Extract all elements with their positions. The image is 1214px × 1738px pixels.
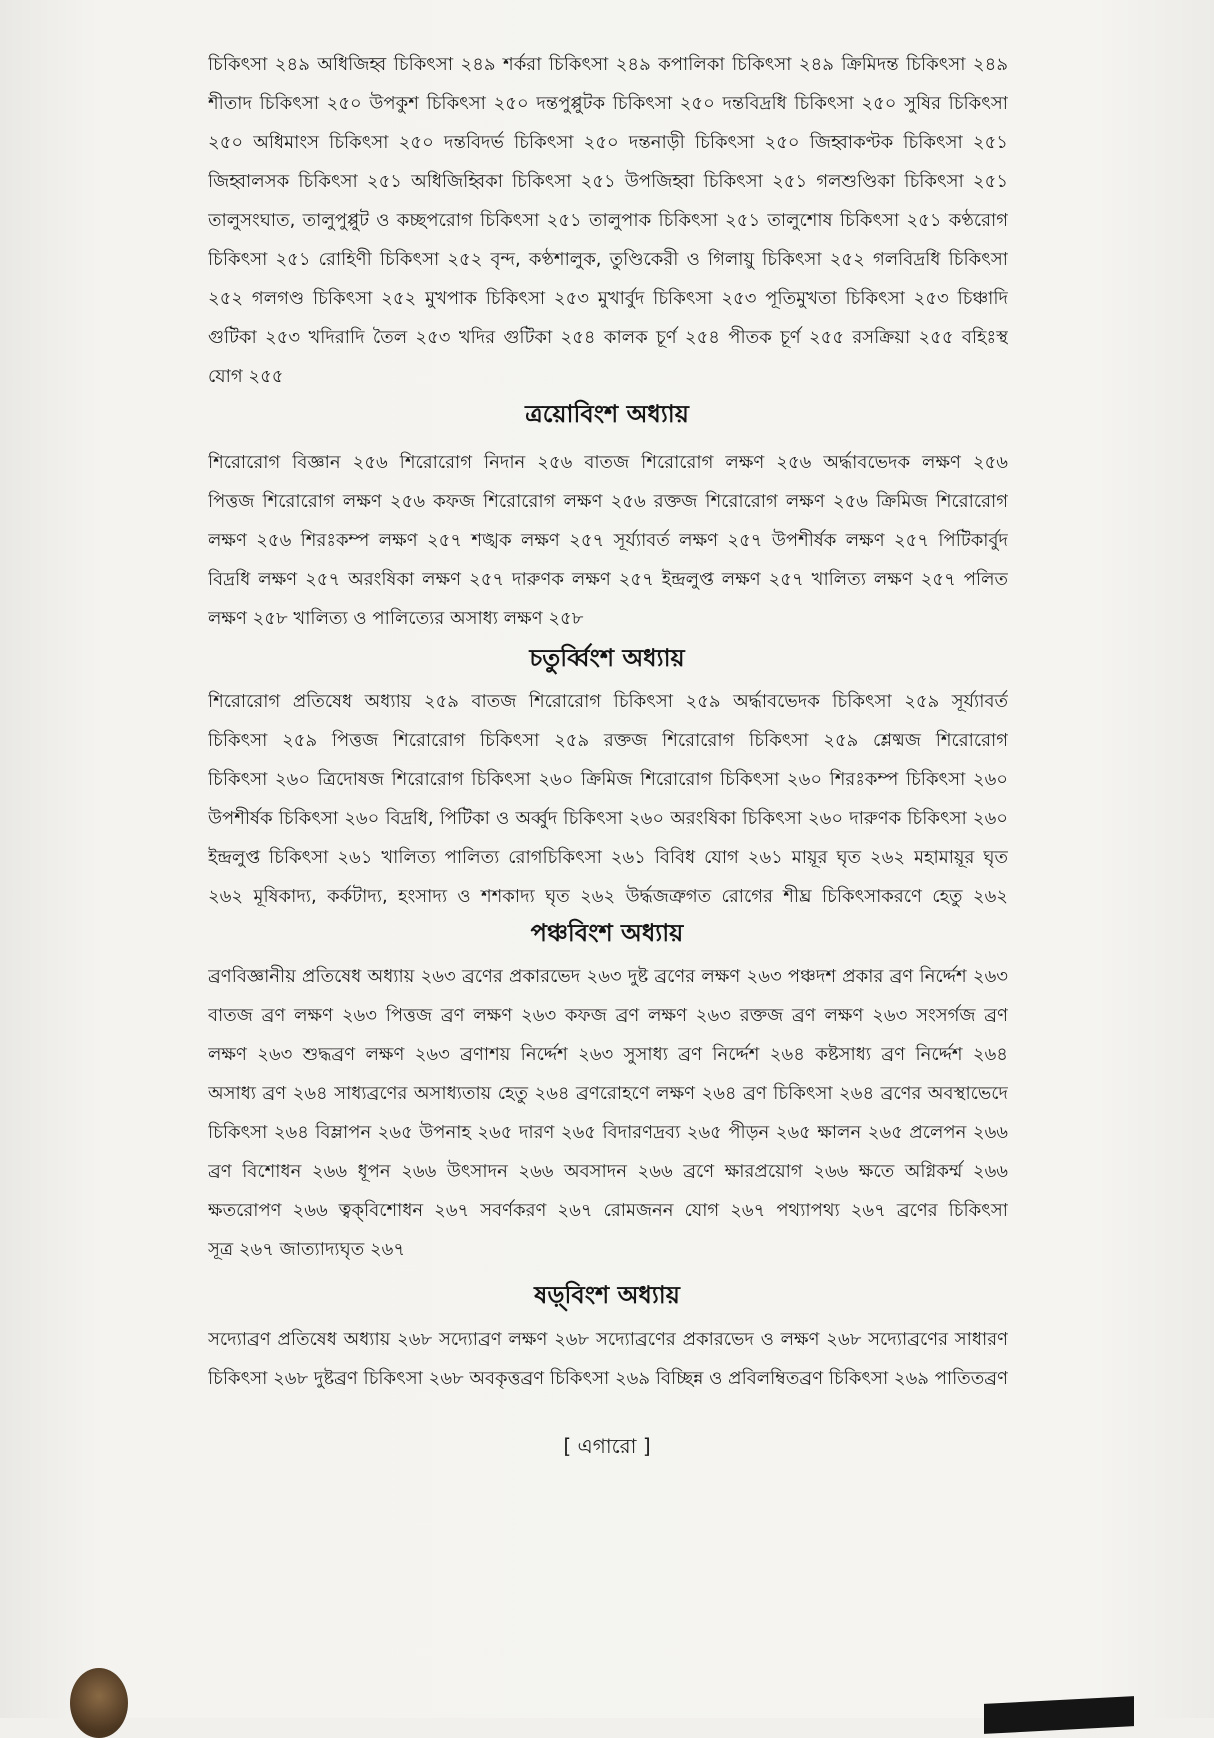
contents-line: বিদ্রধি লক্ষণ ২৫৭ অরংষিকা লক্ষণ ২৫৭ দারুণক লক্ষণ ২৫৭ ইন্দ্রলুপ্ত লক্ষণ ২৫৭ খালিত্য লক্ষণ ২৫৭ পলিত — [208, 569, 1008, 590]
contents-line: যোগ ২৫৫ — [208, 366, 284, 387]
contents-line: লক্ষণ ২৬৩ শুদ্ধব্রণ লক্ষণ ২৬৩ ব্রণাশয় নির্দ্দেশ ২৬৩ সুসাধ্য ব্রণ নির্দ্দেশ ২৬৪ কষ্টসাধ্য ব্রণ নির্দ্দেশ ২৬৪ — [208, 1044, 1008, 1065]
contents-line: তালুসংঘাত, তালুপুপ্পুট ও কচ্ছপরোগ চিকিৎসা ২৫১ তালুপাক চিকিৎসা ২৫১ তালুশোষ চিকিৎসা ২৫১ কণ্ঠরোগ — [208, 210, 1008, 231]
chapter-heading-23: ত্রয়োবিংশ অধ্যায় — [525, 400, 689, 428]
section-26-contents — [208, 1320, 1008, 1398]
contents-line: জিহ্বালসক চিকিৎসা ২৫১ অধিজিহ্বিকা চিকিৎসা ২৫১ উপজিহ্বা চিকিৎসা ২৫১ গলশুণ্ডিকা চিকিৎসা ২৫১ — [208, 171, 1008, 192]
contents-line: চিকিৎসা ২৫১ রোহিণী চিকিৎসা ২৫২ বৃন্দ, কণ্ঠশালুক, তুণ্ডিকেরী ও গিলায়ু চিকিৎসা ২৫২ গলবিদ্রধি চিকিৎসা — [208, 249, 1008, 270]
contents-line: শীতাদ চিকিৎসা ২৫০ উপকুশ চিকিৎসা ২৫০ দন্তপুপ্পুটক চিকিৎসা ২৫০ দন্তবিদ্রধি চিকিৎসা ২৫০ সুষির চিকিৎসা — [208, 93, 1008, 114]
section-25-contents — [208, 957, 1008, 1269]
page-corner-shadow — [984, 1696, 1134, 1734]
contents-line: চিকিৎসা ২৬০ ত্রিদোষজ শিরোরোগ চিকিৎসা ২৬০ ক্রিমিজ শিরোরোগ চিকিৎসা ২৬০ শিরঃকম্প চিকিৎসা ২৬০ — [208, 769, 1008, 790]
contents-line: ২৬২ মূষিকাদ্য, কর্কটাদ্য, হংসাদ্য ও শশকাদ্য ঘৃত ২৬২ উর্দ্ধজত্রুগত রোগের শীঘ্র চিকিৎসাকরণে হেতু ২৬২ — [208, 886, 1008, 907]
contents-line: শিরোরোগ প্রতিষেধ অধ্যায় ২৫৯ বাতজ শিরোরোগ চিকিৎসা ২৫৯ অর্দ্ধাবভেদক চিকিৎসা ২৫৯ সূর্য্যাবর্ত — [208, 691, 1008, 712]
chapter-heading-26: ষড়্‌বিংশ অধ্যায় — [534, 1281, 680, 1309]
contents-line: লক্ষণ ২৫৬ শিরঃকম্প লক্ষণ ২৫৭ শঙ্খক লক্ষণ ২৫৭ সূর্য্যাবর্ত লক্ষণ ২৫৭ উপশীর্ষক লক্ষণ ২৫৭ পিটিকার্বুদ — [208, 530, 1008, 551]
contents-line: লক্ষণ ২৫৮ খালিত্য ও পালিত্যের অসাধ্য লক্ষণ ২৫৮ — [208, 608, 584, 629]
section-24-contents — [208, 682, 1008, 916]
contents-line: চিকিৎসা ২৫৯ পিত্তজ শিরোরোগ চিকিৎসা ২৫৯ রক্তজ শিরোরোগ চিকিৎসা ২৫৯ শ্লেষ্মজ শিরোরোগ — [208, 730, 1008, 751]
chapter-heading-25: পঞ্চবিংশ অধ্যায় — [530, 919, 684, 947]
contents-line: ব্রণ বিশোধন ২৬৬ ধূপন ২৬৬ উৎসাদন ২৬৬ অবসাদন ২৬৬ ব্রণে ক্ষারপ্রয়োগ ২৬৬ ক্ষতে অগ্নিকর্ম্ম ২৬৬ — [208, 1161, 1008, 1182]
contents-line: ২৫০ অধিমাংস চিকিৎসা ২৫০ দন্তবিদর্ভ চিকিৎসা ২৫০ দন্তনাড়ী চিকিৎসা ২৫০ জিহ্বাকণ্টক চিকিৎসা ২৫১ — [208, 132, 1008, 153]
contents-line: চিকিৎসা ২৪৯ অধিজিহ্ব চিকিৎসা ২৪৯ শর্করা চিকিৎসা ২৪৯ কপালিকা চিকিৎসা ২৪৯ ক্রিমিদন্ত চিকিৎসা ২৪৯ — [208, 54, 1008, 75]
contents-line: পিত্তজ শিরোরোগ লক্ষণ ২৫৬ কফজ শিরোরোগ লক্ষণ ২৫৬ রক্তজ শিরোরোগ লক্ষণ ২৫৬ ক্রিমিজ শিরোরোগ — [208, 491, 1008, 512]
contents-line: ক্ষতরোপণ ২৬৬ ত্বক্‌বিশোধন ২৬৭ সবর্ণকরণ ২৬৭ রোমজনন যোগ ২৬৭ পথ্যাপথ্য ২৬৭ ব্রণের চিকিৎসা — [208, 1200, 1008, 1221]
page-number: [ এগারো ] — [563, 1434, 651, 1458]
contents-line: উপশীর্ষক চিকিৎসা ২৬০ বিদ্রধি, পিটিকা ও অর্ব্বুদ চিকিৎসা ২৬০ অরংষিকা চিকিৎসা ২৬০ দারুণক চিকিৎসা ২৬০ — [208, 808, 1008, 829]
scanner-thumb — [70, 1668, 128, 1738]
contents-line: ২৫২ গলগণ্ড চিকিৎসা ২৫২ মুখপাক চিকিৎসা ২৫৩ মুখার্বুদ চিকিৎসা ২৫৩ পূতিমুখতা চিকিৎসা ২৫৩ চিঞ্চাদি — [208, 288, 1008, 309]
contents-line: গুটিকা ২৫৩ খদিরাদি তৈল ২৫৩ খদির গুটিকা ২৫৪ কালক চূর্ণ ২৫৪ পীতক চূর্ণ ২৫৫ রসক্রিয়া ২৫৫ বহিঃস্থ — [208, 327, 1008, 348]
contents-line: সদ্যোব্রণ প্রতিষেধ অধ্যায় ২৬৮ সদ্যোব্রণ লক্ষণ ২৬৮ সদ্যোব্রণের প্রকারভেদ ও লক্ষণ ২৬৮ সদ্যোব্রণের সাধারণ — [208, 1329, 1008, 1350]
contents-line: চিকিৎসা ২৬৪ বিম্লাপন ২৬৫ উপনাহ ২৬৫ দারণ ২৬৫ বিদারণদ্রব্য ২৬৫ পীড়ন ২৬৫ ক্ষালন ২৬৫ প্রলেপন ২৬৬ — [208, 1122, 1008, 1143]
contents-line: বাতজ ব্রণ লক্ষণ ২৬৩ পিত্তজ ব্রণ লক্ষণ ২৬৩ কফজ ব্রণ লক্ষণ ২৬৩ রক্তজ ব্রণ লক্ষণ ২৬৩ সংসর্গজ ব্রণ — [208, 1005, 1008, 1026]
contents-line: সূত্র ২৬৭ জাত্যাদ্যঘৃত ২৬৭ — [208, 1239, 406, 1260]
chapter-heading-24: চতুর্ব্বিংশ অধ্যায় — [529, 644, 685, 672]
contents-line: ইন্দ্রলুপ্ত চিকিৎসা ২৬১ খালিত্য পালিত্য রোগচিকিৎসা ২৬১ বিবিধ যোগ ২৬১ মায়ূর ঘৃত ২৬২ মহামায়ূর ঘৃত — [208, 847, 1008, 868]
section-23-contents — [208, 443, 1008, 638]
contents-line: চিকিৎসা ২৬৮ দুষ্টব্রণ চিকিৎসা ২৬৮ অবকৃত্তব্রণ চিকিৎসা ২৬৯ বিচ্ছিন্ন ও প্রবিলম্বিতব্রণ চিকিৎসা ২৬৯ পাতিতব্রণ — [208, 1368, 1008, 1389]
contents-line: অসাধ্য ব্রণ ২৬৪ সাধ্যব্রণের অসাধ্যতায় হেতু ২৬৪ ব্রণরোহণে লক্ষণ ২৬৪ ব্রণ চিকিৎসা ২৬৪ ব্রণের অবস্থাভেদে — [208, 1083, 1008, 1104]
contents-line: ব্রণবিজ্ঞানীয় প্রতিষেধ অধ্যায় ২৬৩ ব্রণের প্রকারভেদ ২৬৩ দুষ্ট ব্রণের লক্ষণ ২৬৩ পঞ্চদশ প্রকার ব্রণ নির্দ্দেশ ২৬৩ — [208, 966, 1008, 987]
contents-line: শিরোরোগ বিজ্ঞান ২৫৬ শিরোরোগ নিদান ২৫৬ বাতজ শিরোরোগ লক্ষণ ২৫৬ অর্দ্ধাবভেদক লক্ষণ ২৫৬ — [208, 452, 1008, 473]
section-22-continued-contents — [208, 45, 1008, 396]
